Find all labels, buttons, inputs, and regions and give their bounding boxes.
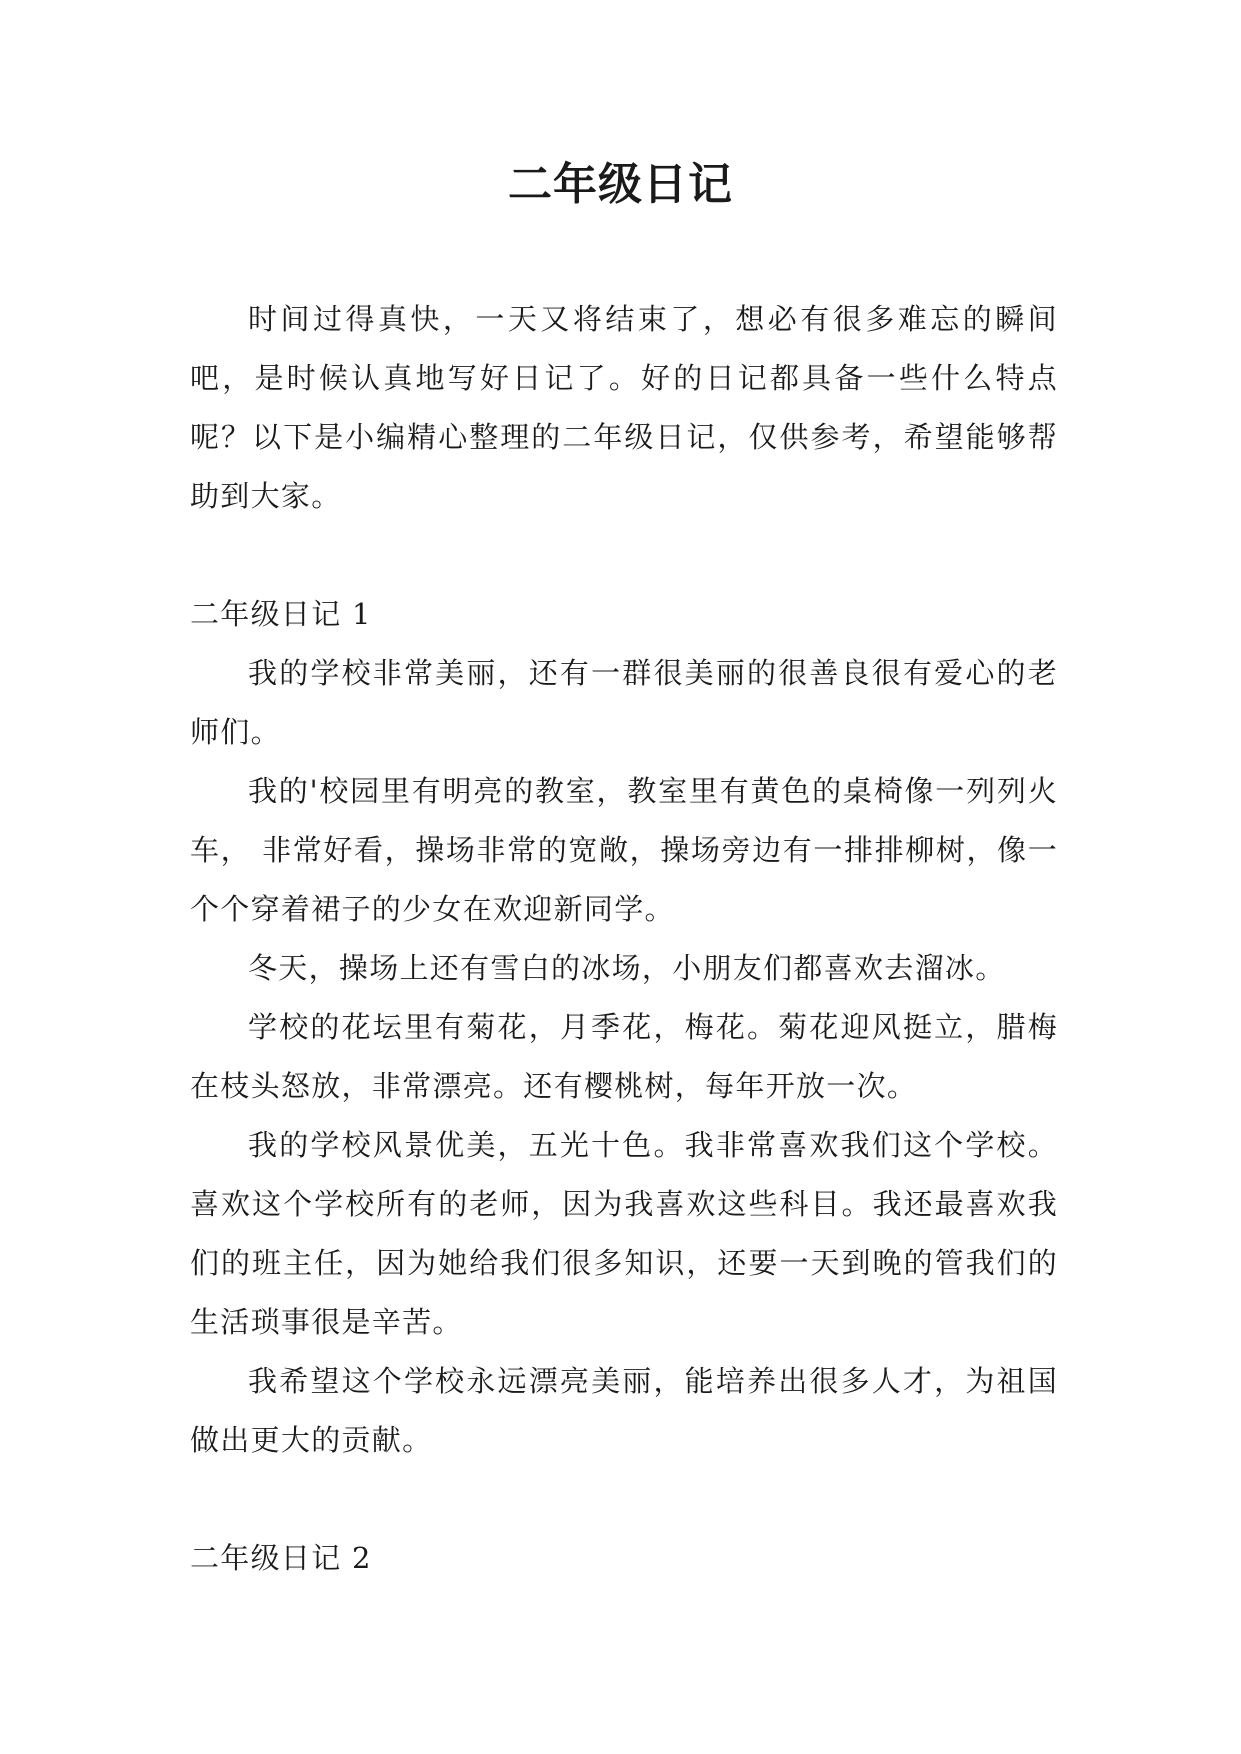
body-paragraph: 我的学校风景优美，五光十色。我非常喜欢我们这个学校。喜欢这个学校所有的老师，因为我喜欢这些科目。我还最喜欢我们的班主任，因为她给我们很多知识，还要一天到晚的管我们的生活琐事很是辛苦。 xyxy=(190,1128,1058,1339)
body-paragraph: 我希望这个学校永远漂亮美丽，能培养出很多人才，为祖国做出更大的贡献。 xyxy=(190,1364,1058,1457)
body-paragraph: 冬天，操场上还有雪白的冰场，小朋友们都喜欢去溜冰。 xyxy=(248,951,1006,985)
intro-paragraph: 时间过得真快，一天又将结束了，想必有很多难忘的瞬间吧，是时候认真地写好日记了。好的日记都具备一些什么特点呢？以下是小编精心整理的二年级日记，仅供参考，希望能够帮助到大家。 xyxy=(190,302,1058,513)
section-heading: 二年级日记 2 xyxy=(190,1541,372,1575)
body-paragraph: 我的'校园里有明亮的教室，教室里有黄色的桌椅像一列列火车， 非常好看，操场非常的宽敞，操场旁边有一排排柳树，像一个个穿着裙子的少女在欢迎新同学。 xyxy=(190,774,1058,926)
diary-entry-2 xyxy=(190,1529,1058,1588)
body-paragraph: 我的学校非常美丽，还有一群很美丽的很善良很有爱心的老师们。 xyxy=(190,656,1058,749)
document-title: 二年级日记 xyxy=(508,159,733,210)
section-spacer xyxy=(190,526,1058,585)
document-body xyxy=(190,290,1058,1588)
body-paragraph: 学校的花坛里有菊花，月季花，梅花。菊花迎风挺立，腊梅在枝头怒放，非常漂亮。还有樱桃树，每年开放一次。 xyxy=(190,1010,1058,1103)
diary-entry-1 xyxy=(190,585,1058,1470)
section-spacer xyxy=(190,1470,1058,1529)
section-heading: 二年级日记 1 xyxy=(190,597,372,631)
